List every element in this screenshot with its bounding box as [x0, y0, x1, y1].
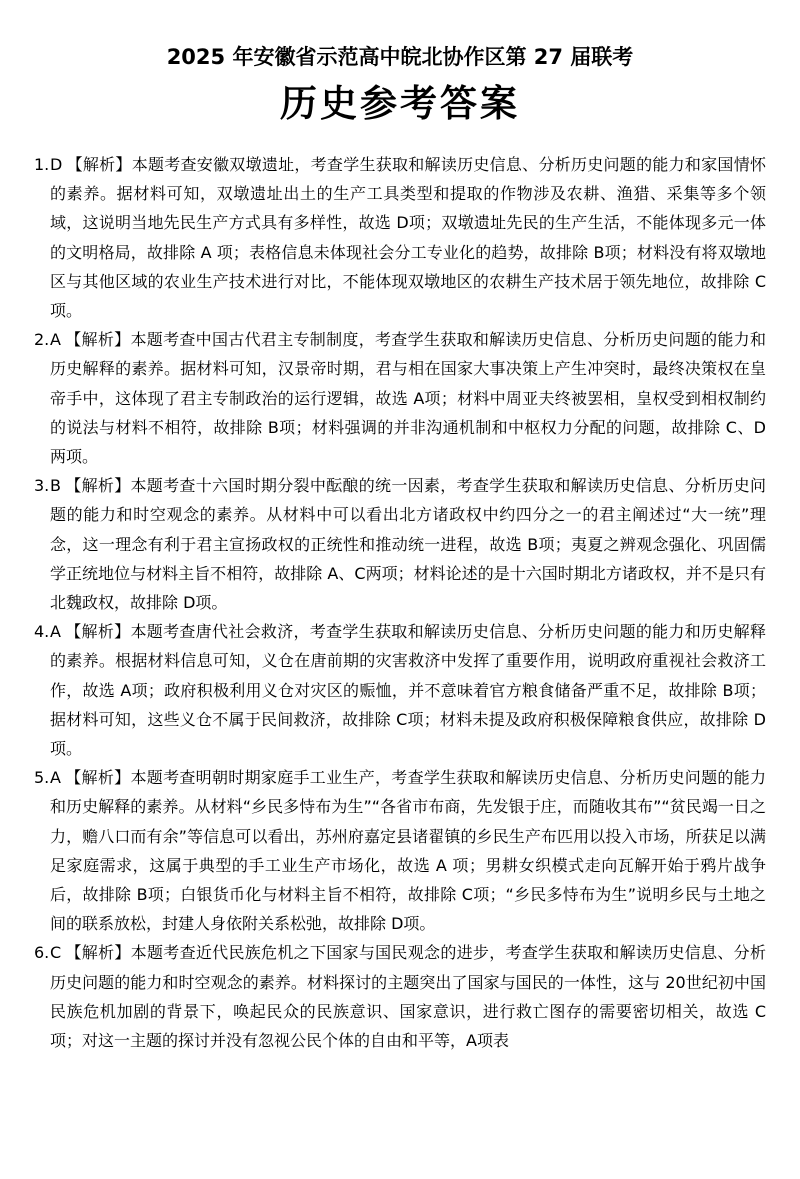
answer-item-1: [34, 150, 766, 325]
answer-letter: C: [50, 943, 62, 963]
answer-item-4: [34, 617, 766, 763]
answer-letter: A: [50, 330, 61, 350]
answer-number: 4.: [34, 622, 50, 642]
answer-explanation: 本题考查近代民族危机之下国家与国民观念的进步，考查学生获取和解读历史信息、分析历史问题的能力和时空观念的素养。材料探讨的主题突出了国家与国民的一体性，这与 20世纪初中国民族危机加剧的背景下，唤起民众的民族意识、国家意识，进行救亡图存的需要密切相关，故选 C项；对这一主题的探讨并没有忽视公民个体的自由和平等，A项表: [50, 943, 766, 1051]
answer-letter: D: [50, 155, 63, 174]
answer-explanation: 本题考查明朝时期家庭手工业生产，考查学生获取和解读历史信息、分析历史问题的能力和历史解释的素养。从材料“乡民多恃布为生”“各省市布商，先发银于庄，而随收其布”“贫民竭一日之力，赡八口而有余”等信息可以看出，苏州府嘉定县诸翟镇的乡民生产布匹用以投入市场，所获足以满足家庭需求，这属于典型的手工业生产市场化，故选 A 项；男耕女织模式走向瓦解开始于鸦片战争后，故排除 B项；白银货币化与材料主旨不相符，故排除 C项；“乡民多恃布为生”说明乡民与土地之间的联系放松，封建人身依附关系松弛，故排除 D项。: [50, 768, 766, 934]
answer-letter: A: [50, 622, 61, 642]
answer-explanation: 本题考查十六国时期分裂中酝酿的统一因素，考查学生获取和解读历史信息、分析历史问题的能力和时空观念的素养。从材料中可以看出北方诸政权中约四分之一的君主阐述过“大一统”理念，这一理念有利于君主宣扬政权的正统性和推动统一进程，故选 B项；夷夏之辨观念强化、巩固儒学正统地位与材料主旨不相符，故排除 A、C两项；材料论述的是十六国时期北方诸政权，并不是只有北魏政权，故排除 D项。: [50, 476, 766, 613]
answer-number: 5.: [34, 768, 50, 788]
answer-number: 6.: [34, 943, 50, 963]
analysis-tag: 【解析】: [64, 476, 131, 496]
analysis-tag: 【解析】: [64, 330, 131, 350]
answer-list: [34, 150, 766, 1055]
answer-item-5: [34, 763, 766, 938]
answer-explanation: 本题考查中国古代君主专制制度，考查学生获取和解读历史信息、分析历史问题的能力和历史解释的素养。据材料可知，汉景帝时期，君与相在国家大事决策上产生冲突时，最终决策权在皇帝手中，这体现了君主专制政治的运行逻辑，故选 A项；材料中周亚夫终被罢相，皇权受到相权制约的说法与材料不相符，故排除 B项；材料强调的并非沟通机制和中枢权力分配的问题，故排除 C、D两项。: [50, 330, 766, 467]
answer-number: 1.: [34, 155, 50, 174]
document-header: [34, 42, 766, 128]
answer-item-6: [34, 938, 766, 1055]
analysis-tag: 【解析】: [65, 943, 131, 963]
analysis-tag: 【解析】: [64, 768, 131, 788]
analysis-tag: 【解析】: [64, 622, 131, 642]
answer-number: 2.: [34, 330, 50, 350]
answer-explanation: 本题考查安徽双墩遗址，考查学生获取和解读历史信息、分析历史问题的能力和家国情怀的素养。据材料可知，双墩遗址出土的生产工具类型和提取的作物涉及农耕、渔猎、采集等多个领域，这说明当地先民生产方式具有多样性，故选 D项；双墩遗址先民的生产生活，不能体现多元一体的文明格局，故排除 A 项；表格信息未体现社会分工专业化的趋势，故排除 B项；材料没有将双墩地区与其他区域的农业生产技术进行对比，不能体现双墩地区的农耕生产技术居于领先地位，故排除 C项。: [50, 155, 766, 321]
answer-explanation: 本题考查唐代社会救济，考查学生获取和解读历史信息、分析历史问题的能力和历史解释的素养。根据材料信息可知，义仓在唐前期的灾害救济中发挥了重要作用，说明政府重视社会救济工作，故选 A项；政府积极利用义仓对灾区的赈恤，并不意味着官方粮食储备严重不足，故排除 B项；据材料可知，这些义仓不属于民间救济，故排除 C项；材料未提及政府积极保障粮食供应，故排除 D项。: [50, 622, 766, 759]
analysis-tag: 【解析】: [66, 155, 132, 174]
exam-subtitle: 2025 年安徽省示范高中皖北协作区第 27 届联考: [166, 45, 634, 69]
answer-item-2: [34, 325, 766, 471]
page-title: 历史参考答案: [280, 82, 520, 125]
answer-letter: B: [50, 476, 61, 496]
answer-letter: A: [50, 768, 61, 788]
answer-item-3: [34, 471, 766, 617]
answer-number: 3.: [34, 476, 50, 496]
